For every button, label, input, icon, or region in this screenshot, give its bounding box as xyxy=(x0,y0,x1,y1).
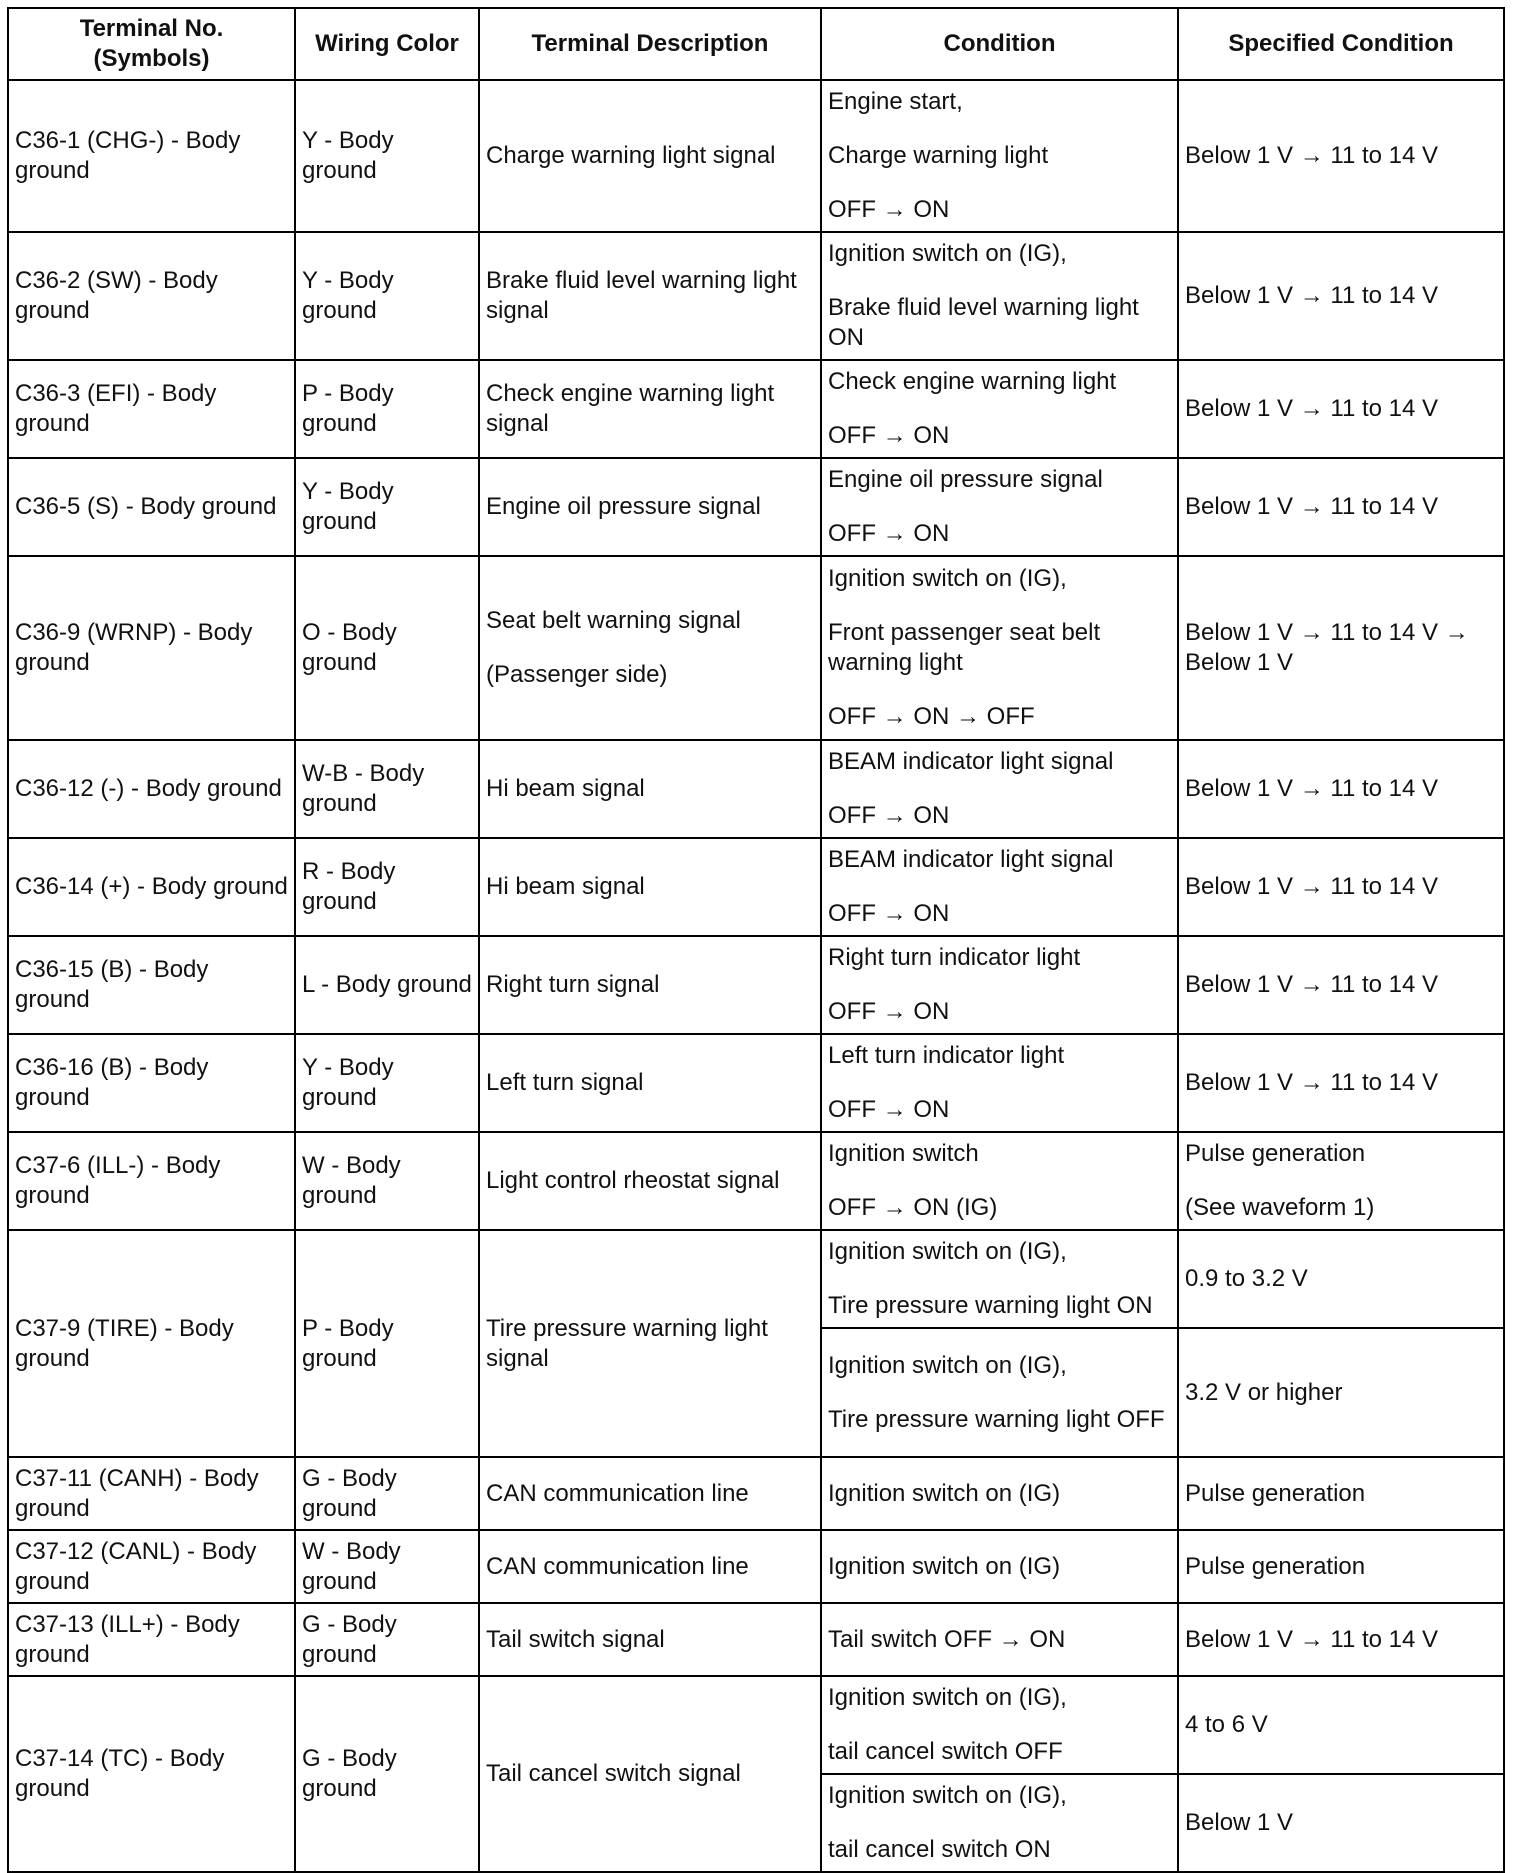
condition-line: Ignition switch on (IG), xyxy=(828,1782,1067,1809)
specified-line: Below 1 V → 11 to 14 V xyxy=(1185,1069,1439,1096)
wiring-color-cell: W-B - Body ground xyxy=(295,740,479,838)
wiring-color-cell: Y - Body ground xyxy=(295,80,479,232)
condition-line: Tire pressure warning light ON xyxy=(828,1292,1153,1319)
description-line: Charge warning light signal xyxy=(486,142,776,169)
condition-cell xyxy=(821,1457,1178,1530)
specified-line: Pulse generation xyxy=(1185,1140,1366,1167)
header-terminal xyxy=(8,8,295,80)
line-gap xyxy=(1185,1169,1497,1193)
description-line: Hi beam signal xyxy=(486,775,645,802)
condition-line: OFF → ON (IG) xyxy=(828,1194,998,1221)
description-line: Brake fluid level warning light signal xyxy=(486,267,797,324)
condition-line: tail cancel switch OFF xyxy=(828,1738,1063,1765)
terminal-cell: C36-15 (B) - Body ground xyxy=(8,936,295,1034)
description-line: Tire pressure warning light signal xyxy=(486,1314,768,1372)
table-row xyxy=(8,458,1504,556)
specified-condition-cell xyxy=(1178,1034,1504,1132)
condition-line: Left turn indicator light xyxy=(828,1042,1065,1069)
condition-line: Ignition switch on (IG) xyxy=(828,1479,1061,1507)
specified-line: Below 1 V → 11 to 14 V xyxy=(1185,1625,1439,1653)
description-cell xyxy=(479,1457,821,1530)
condition-line: OFF → ON xyxy=(828,1096,950,1123)
condition-line: Ignition switch on (IG), xyxy=(828,1351,1067,1379)
description-cell xyxy=(479,936,821,1034)
terminal-cell: C36-16 (B) - Body ground xyxy=(8,1034,295,1132)
terminal-cell: C37-6 (ILL-) - Body ground xyxy=(8,1132,295,1230)
terminal-spec-table xyxy=(7,7,1505,1873)
table-row xyxy=(8,936,1504,1034)
table-row xyxy=(8,1457,1504,1530)
condition-line: OFF → ON xyxy=(828,196,950,223)
description-cell xyxy=(479,360,821,458)
condition-line: Ignition switch on (IG), xyxy=(828,240,1067,267)
wiring-color-cell: P - Body ground xyxy=(295,360,479,458)
specified-condition-cell xyxy=(1178,232,1504,360)
wiring-color-cell: Y - Body ground xyxy=(295,458,479,556)
line-gap xyxy=(828,678,1171,702)
specified-line: Below 1 V → 11 to 14 V xyxy=(1185,282,1439,309)
line-gap xyxy=(828,269,1171,293)
wiring-color-cell: P - Body ground xyxy=(295,1230,479,1457)
specified-line: Below 1 V → 11 to 14 V → Below 1 V xyxy=(1185,619,1469,676)
specified-line: 3.2 V or higher xyxy=(1185,1378,1343,1406)
specified-condition-cell xyxy=(1178,936,1504,1034)
description-cell xyxy=(479,232,821,360)
condition-line: Ignition switch on (IG) xyxy=(828,1552,1061,1580)
terminal-cell: C37-11 (CANH) - Body ground xyxy=(8,1457,295,1530)
header-condition: Condition xyxy=(821,8,1178,80)
description-line: Tail cancel switch signal xyxy=(486,1760,741,1787)
header-specified-condition: Specified Condition xyxy=(1178,8,1504,80)
specified-condition-cell xyxy=(1178,740,1504,838)
specified-line: Below 1 V → 11 to 14 V xyxy=(1185,971,1439,998)
specified-line: Below 1 V xyxy=(1185,1809,1294,1836)
condition-line: Ignition switch on (IG), xyxy=(828,1684,1067,1711)
line-gap xyxy=(828,777,1171,801)
description-cell xyxy=(479,1603,821,1676)
header-terminal-line1: Terminal No. xyxy=(79,15,224,42)
description-line: Check engine warning light signal xyxy=(486,380,775,437)
line-gap xyxy=(828,973,1171,997)
description-cell xyxy=(479,458,821,556)
terminal-cell: C36-2 (SW) - Body ground xyxy=(8,232,295,360)
wiring-color-cell: W - Body ground xyxy=(295,1530,479,1603)
condition-line: Ignition switch on (IG), xyxy=(828,565,1067,592)
line-gap xyxy=(828,495,1171,519)
description-cell xyxy=(479,556,821,740)
condition-line: Tire pressure warning light OFF xyxy=(828,1405,1165,1433)
line-gap xyxy=(828,1381,1171,1405)
specified-condition-cell xyxy=(1178,556,1504,740)
condition-line: Charge warning light xyxy=(828,142,1049,169)
condition-line: OFF → ON → OFF xyxy=(828,703,1035,730)
description-line: CAN communication line xyxy=(486,1479,749,1507)
specified-condition-cell xyxy=(1178,838,1504,936)
description-cell xyxy=(479,1034,821,1132)
condition-cell xyxy=(821,80,1178,232)
specified-condition-cell xyxy=(1178,360,1504,458)
table-row xyxy=(8,1603,1504,1676)
line-gap xyxy=(828,875,1171,899)
terminal-cell: C36-12 (-) - Body ground xyxy=(8,740,295,838)
condition-cell xyxy=(821,1774,1178,1872)
description-line: CAN communication line xyxy=(486,1552,749,1580)
description-cell xyxy=(479,1676,821,1872)
specified-line: 0.9 to 3.2 V xyxy=(1185,1265,1308,1292)
wiring-color-cell: O - Body ground xyxy=(295,556,479,740)
description-cell xyxy=(479,740,821,838)
terminal-cell: C37-14 (TC) - Body ground xyxy=(8,1676,295,1872)
header-row xyxy=(8,8,1504,80)
condition-line: Ignition switch xyxy=(828,1140,979,1167)
condition-cell xyxy=(821,1530,1178,1603)
specified-line: Below 1 V → 11 to 14 V xyxy=(1185,142,1439,169)
line-gap xyxy=(828,1071,1171,1095)
condition-line: OFF → ON xyxy=(828,900,950,927)
terminal-cell: C37-13 (ILL+) - Body ground xyxy=(8,1603,295,1676)
condition-cell xyxy=(821,936,1178,1034)
table-row xyxy=(8,232,1504,360)
terminal-cell: C36-5 (S) - Body ground xyxy=(8,458,295,556)
terminal-cell: C36-1 (CHG-) - Body ground xyxy=(8,80,295,232)
wiring-color-cell: R - Body ground xyxy=(295,838,479,936)
specified-condition-cell xyxy=(1178,1774,1504,1872)
description-line: Hi beam signal xyxy=(486,873,645,900)
specified-condition-cell xyxy=(1178,458,1504,556)
condition-line: BEAM indicator light signal xyxy=(828,846,1114,873)
condition-cell xyxy=(821,1034,1178,1132)
line-gap xyxy=(828,1713,1171,1737)
condition-line: OFF → ON xyxy=(828,998,950,1025)
condition-line: OFF → ON xyxy=(828,802,950,829)
description-line: Engine oil pressure signal xyxy=(486,493,761,520)
condition-line: Engine start, xyxy=(828,88,963,115)
terminal-cell: C36-3 (EFI) - Body ground xyxy=(8,360,295,458)
wiring-color-cell: Y - Body ground xyxy=(295,232,479,360)
line-gap xyxy=(828,397,1171,421)
condition-line: Brake fluid level warning light ON xyxy=(828,294,1139,351)
condition-cell xyxy=(821,232,1178,360)
line-gap xyxy=(828,1811,1171,1835)
wiring-color-cell: G - Body ground xyxy=(295,1603,479,1676)
specified-line: Below 1 V → 11 to 14 V xyxy=(1185,395,1439,422)
table-row xyxy=(8,740,1504,838)
wiring-color-cell: W - Body ground xyxy=(295,1132,479,1230)
line-gap xyxy=(828,117,1171,141)
specified-condition-cell xyxy=(1178,1230,1504,1328)
specified-line: Below 1 V → 11 to 14 V xyxy=(1185,493,1439,520)
table-row xyxy=(8,1034,1504,1132)
table-row xyxy=(8,360,1504,458)
condition-cell xyxy=(821,1676,1178,1774)
condition-cell xyxy=(821,838,1178,936)
condition-line: tail cancel switch ON xyxy=(828,1836,1051,1863)
condition-cell xyxy=(821,1603,1178,1676)
condition-cell xyxy=(821,740,1178,838)
table-row xyxy=(8,1132,1504,1230)
header-terminal-description: Terminal Description xyxy=(479,8,821,80)
condition-cell xyxy=(821,1328,1178,1457)
condition-cell xyxy=(821,556,1178,740)
specified-line: 4 to 6 V xyxy=(1185,1711,1268,1738)
table-body xyxy=(8,80,1504,1872)
table-row xyxy=(8,1530,1504,1603)
condition-line: Tail switch OFF → ON xyxy=(828,1625,1066,1653)
condition-line: Check engine warning light xyxy=(828,368,1117,395)
specified-condition-cell xyxy=(1178,80,1504,232)
table-row xyxy=(8,1230,1504,1328)
condition-cell xyxy=(821,1230,1178,1328)
line-gap xyxy=(828,171,1171,195)
condition-line: OFF → ON xyxy=(828,520,950,547)
condition-line: BEAM indicator light signal xyxy=(828,748,1114,775)
condition-line: Right turn indicator light xyxy=(828,944,1081,971)
specified-condition-cell xyxy=(1178,1328,1504,1457)
line-gap xyxy=(828,1169,1171,1193)
header-terminal-line2: (Symbols) xyxy=(93,45,210,72)
description-line: Tail switch signal xyxy=(486,1625,665,1653)
terminal-cell: C36-14 (+) - Body ground xyxy=(8,838,295,936)
specified-condition-cell xyxy=(1178,1457,1504,1530)
description-cell xyxy=(479,1132,821,1230)
wiring-color-cell: G - Body ground xyxy=(295,1457,479,1530)
condition-cell xyxy=(821,458,1178,556)
terminal-cell: C37-12 (CANL) - Body ground xyxy=(8,1530,295,1603)
specified-line: Below 1 V → 11 to 14 V xyxy=(1185,775,1439,802)
description-line: Left turn signal xyxy=(486,1069,644,1096)
specified-line: Pulse generation xyxy=(1185,1479,1366,1507)
specified-line: (See waveform 1) xyxy=(1185,1194,1375,1221)
description-cell xyxy=(479,1230,821,1457)
condition-line: Ignition switch on (IG), xyxy=(828,1238,1067,1265)
condition-line: Front passenger seat belt warning light xyxy=(828,619,1101,676)
specified-condition-cell xyxy=(1178,1676,1504,1774)
condition-cell xyxy=(821,360,1178,458)
wiring-color-cell: G - Body ground xyxy=(295,1676,479,1872)
header-wiring-color: Wiring Color xyxy=(295,8,479,80)
table-row xyxy=(8,1676,1504,1774)
description-cell xyxy=(479,838,821,936)
specified-line: Below 1 V → 11 to 14 V xyxy=(1185,873,1439,900)
description-line: Seat belt warning signal xyxy=(486,607,741,634)
condition-cell xyxy=(821,1132,1178,1230)
table-row xyxy=(8,80,1504,232)
specified-condition-cell xyxy=(1178,1132,1504,1230)
line-gap xyxy=(486,636,814,660)
table-row xyxy=(8,838,1504,936)
condition-line: Engine oil pressure signal xyxy=(828,466,1103,493)
description-line: (Passenger side) xyxy=(486,661,668,688)
terminal-cell: C36-9 (WRNP) - Body ground xyxy=(8,556,295,740)
description-line: Right turn signal xyxy=(486,971,660,998)
line-gap xyxy=(828,1267,1171,1291)
terminal-cell: C37-9 (TIRE) - Body ground xyxy=(8,1230,295,1457)
condition-line: OFF → ON xyxy=(828,422,950,449)
description-cell xyxy=(479,80,821,232)
description-cell xyxy=(479,1530,821,1603)
wiring-color-cell: Y - Body ground xyxy=(295,1034,479,1132)
table-row xyxy=(8,556,1504,740)
specified-line: Pulse generation xyxy=(1185,1552,1366,1580)
line-gap xyxy=(828,594,1171,618)
specified-condition-cell xyxy=(1178,1530,1504,1603)
description-line: Light control rheostat signal xyxy=(486,1167,780,1194)
specified-condition-cell xyxy=(1178,1603,1504,1676)
wiring-color-cell: L - Body ground xyxy=(295,936,479,1034)
